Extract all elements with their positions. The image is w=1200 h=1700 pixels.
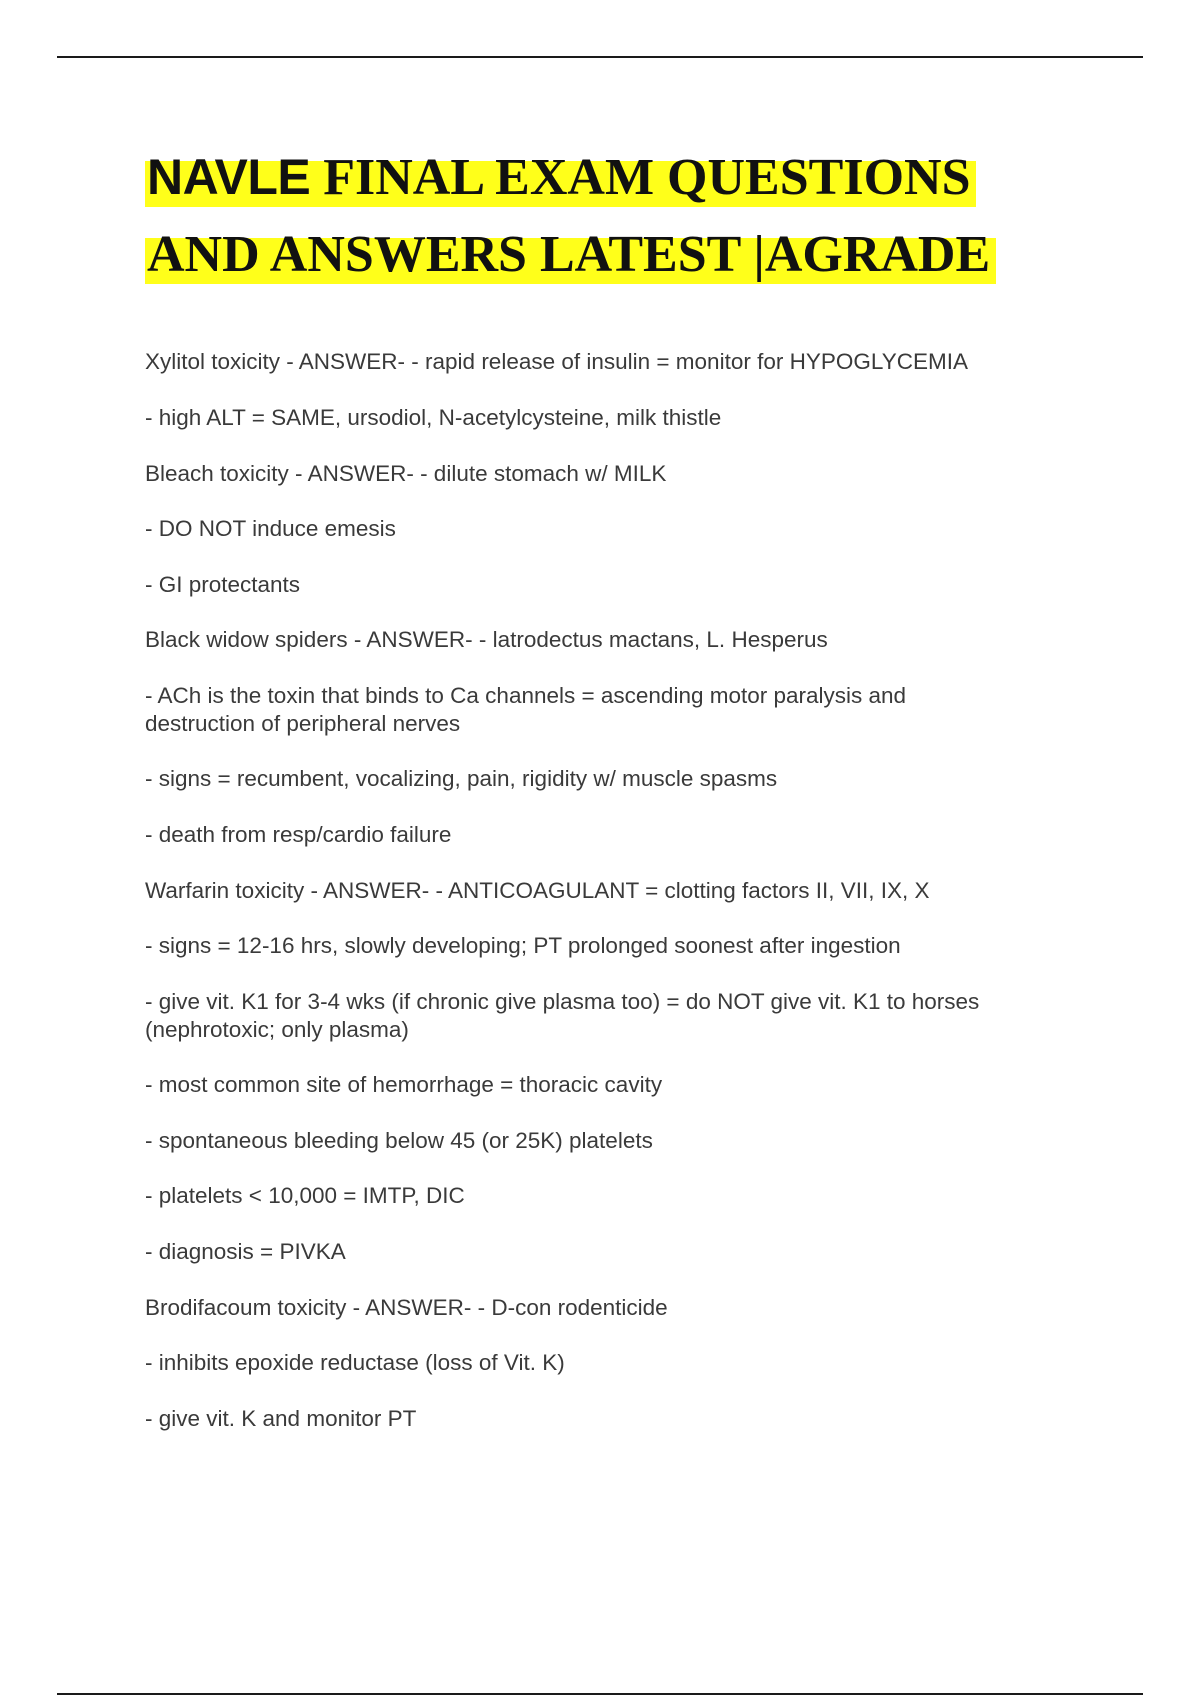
text-line-brodifacoum: Brodifacoum toxicity - ANSWER- - D-con rodenticide xyxy=(145,1295,668,1320)
text-line: - spontaneous bleeding below 45 (or 25K) platelets xyxy=(145,1128,653,1153)
title-line-1 xyxy=(145,142,1155,220)
title-line-2 xyxy=(145,220,1155,298)
text-line: - ACh is the toxin that binds to Ca channels = ascending motor paralysis and destruction of peripheral nerves xyxy=(145,683,913,736)
title-part-1: FINAL EXAM QUESTIONS xyxy=(310,149,971,206)
document-title xyxy=(145,142,1155,298)
text-line: - signs = 12-16 hrs, slowly developing; PT prolonged soonest after ingestion xyxy=(145,933,901,958)
text-line: - high ALT = SAME, ursodiol, N-acetylcysteine, milk thistle xyxy=(145,405,722,430)
text-line: - death from resp/cardio failure xyxy=(145,822,452,847)
text-line: - signs = recumbent, vocalizing, pain, rigidity w/ muscle spasms xyxy=(145,766,778,791)
text-line: - inhibits epoxide reductase (loss of Vit. K) xyxy=(145,1350,565,1375)
text-line-warfarin: Warfarin toxicity - ANSWER- - ANTICOAGULANT = clotting factors II, VII, IX, X xyxy=(145,878,930,903)
text-line: - most common site of hemorrhage = thoracic cavity xyxy=(145,1072,663,1097)
bottom-rule xyxy=(57,1693,1143,1695)
title-navle: NAVLE xyxy=(147,149,311,205)
text-line: - diagnosis = PIVKA xyxy=(145,1239,346,1264)
text-line: - DO NOT induce emesis xyxy=(145,516,396,541)
text-line: - give vit. K and monitor PT xyxy=(145,1406,417,1431)
text-line: - platelets < 10,000 = IMTP, DIC xyxy=(145,1183,465,1208)
text-line-bleach: Bleach toxicity - ANSWER- - dilute stomach w/ MILK xyxy=(145,461,667,486)
text-line-xylitol: Xylitol toxicity - ANSWER- - rapid release of insulin = monitor for HYPOGLYCEMIA xyxy=(145,349,968,374)
top-rule xyxy=(57,56,1143,58)
text-line: - give vit. K1 for 3-4 wks (if chronic give plasma too) = do NOT give vit. K1 to horses (nephrotoxic; only plasma) xyxy=(145,989,986,1042)
text-line: - GI protectants xyxy=(145,572,301,597)
text-line-black-widow: Black widow spiders - ANSWER- - latrodectus mactans, L. Hesperus xyxy=(145,627,828,652)
title-part-2: AND ANSWERS LATEST |AGRADE xyxy=(147,226,991,283)
